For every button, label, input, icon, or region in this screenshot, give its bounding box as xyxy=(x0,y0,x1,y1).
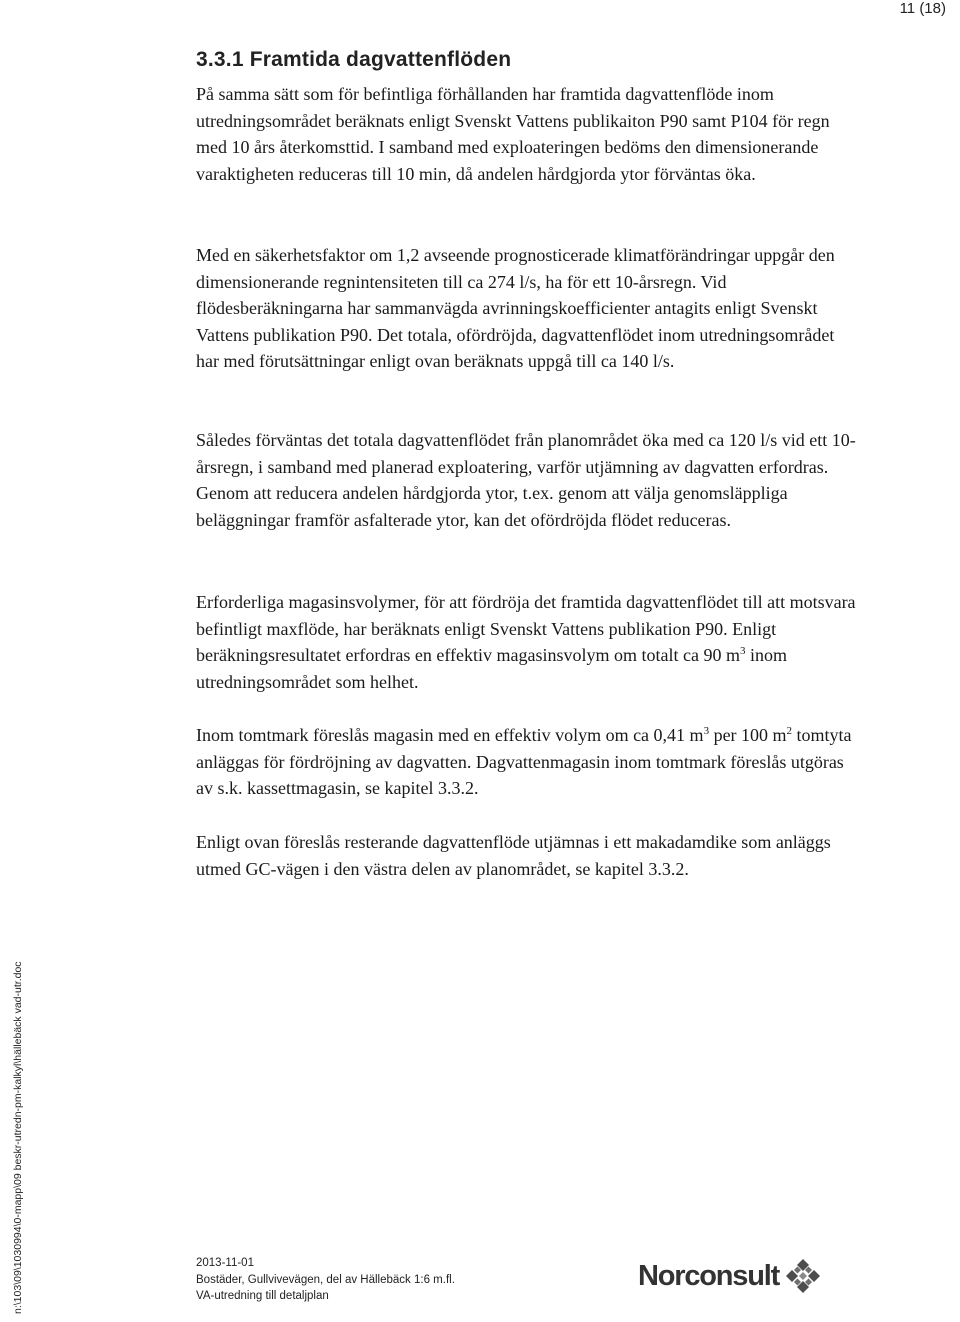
superscript: 3 xyxy=(703,725,710,737)
paragraph-text: Erforderliga magasinsvolymer, för att fördröja det framtida dagvattenflödet till att motsvara befintligt maxflöde, har beräknats enligt Svenskt Vattens publikation P90. Enligt beräkningsresultatet erfordras en effektiv magasinsvolym om totalt ca 90 m xyxy=(196,592,856,666)
file-path-margin: n:\103\09\1030994\0-mapp\09 beskr-utredn-pm-kalkyl\hällebäck vad-utr.doc xyxy=(12,961,24,1314)
footer-document: VA-utredning till detaljplan xyxy=(196,1290,329,1302)
footer-project: Bostäder, Gullvivevägen, del av Hällebäck 1:6 m.fl. xyxy=(196,1273,455,1286)
superscript: 2 xyxy=(786,725,793,737)
body-paragraph: På samma sätt som för befintliga förhållanden har framtida dagvattenflöde inom utredningsområdet beräknats enligt Svenskt Vattens publikaiton P90 samt P104 för regn med 10 års återkomsttid. I samband med exploateringen bedöms den dimensionerande varaktigheten reduceras till 10 min, då andelen hårdgjorda ytor förväntas öka. xyxy=(196,84,830,184)
body-paragraph: Således förväntas det totala dagvattenflödet från planområdet öka med ca 120 l/s vid ett 10-årsregn, i samband med planerad exploatering, varför utjämning av dagvatten erfordras. Genom att reducera andelen hårdgjorda ytor, t.ex. genom att välja genomsläppliga beläggningar framför asfalterade ytor, kan det ofördröjda flödet reduceras. xyxy=(196,430,856,530)
norconsult-diamond-logo-icon xyxy=(785,1258,821,1294)
paragraph-text: per 100 m xyxy=(709,725,787,745)
footer-date: 2013-11-01 xyxy=(196,1257,254,1269)
body-paragraph xyxy=(196,589,856,695)
body-paragraph: Enligt ovan föreslås resterande dagvattenflöde utjämnas i ett makadamdike som anläggs utmed GC-vägen i den västra delen av planområdet, se kapitel 3.3.2. xyxy=(196,832,831,879)
section-heading: 3.3.1 Framtida dagvattenflöden xyxy=(196,48,512,71)
logo-text: Norconsult xyxy=(638,1259,780,1292)
body-paragraph: Med en säkerhetsfaktor om 1,2 avseende prognosticerade klimatförändringar uppgår den dimensionerande regnintensiteten till ca 274 l/s, ha för ett 10-årsregn. Vid flödesberäkningarna har sammanvägda avrinningskoefficienter antagits enligt Svenskt Vattens publikation P90. Det totala, ofördröjda, dagvattenflödet inom utredningsområdet har med förutsättningar enligt ovan beräknats uppgå till ca 140 l/s. xyxy=(196,245,835,372)
paragraph-text: tomtyta anläggas för fördröjning av dagvatten. Dagvattenmagasin inom tomtmark föreslås utgöras av s.k. kassettmagasin, se kapitel 3.3.2. xyxy=(196,725,852,799)
footer-info xyxy=(196,1255,455,1305)
paragraph-text: inom utredningsområdet som helhet. xyxy=(196,645,788,692)
paragraph-text: Inom tomtmark föreslås magasin med en effektiv volym om ca 0,41 m xyxy=(196,725,704,745)
page-number: 11 (18) xyxy=(899,0,946,17)
company-logo xyxy=(638,1258,821,1294)
body-paragraph xyxy=(196,722,856,802)
superscript: 3 xyxy=(740,645,746,658)
